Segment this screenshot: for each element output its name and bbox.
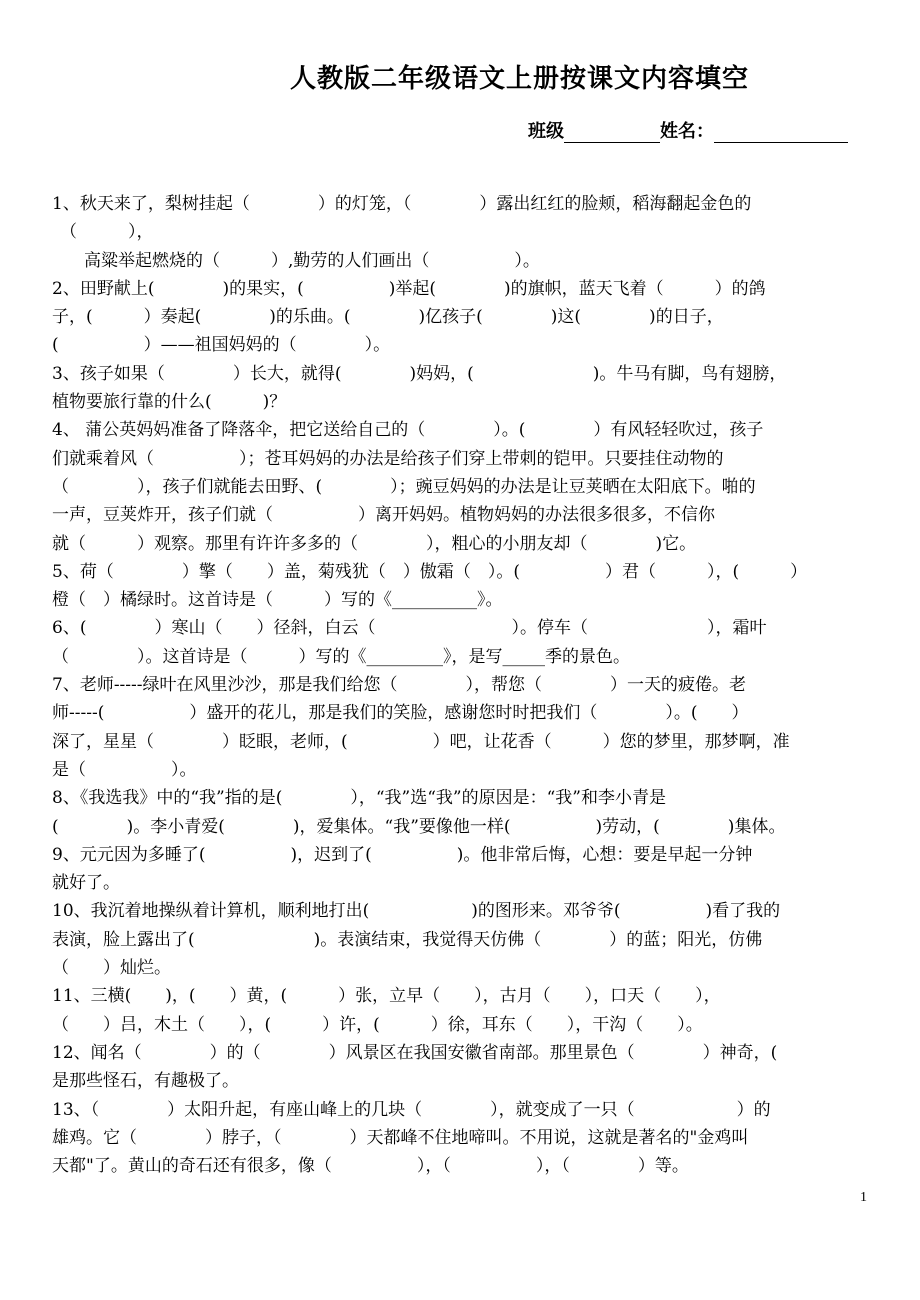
- text-line: 12、闻名（ ）的（ ）风景区在我国安徽省南部。那里景色（ ）神奇，(: [52, 1042, 778, 1063]
- text-line: 橙（ ）橘绿时。这首诗是（ ）写的《__________》。: [52, 590, 503, 611]
- page-title: 人教版二年级语文上册按课文内容填空: [290, 64, 750, 94]
- page-number: 1: [860, 1190, 867, 1205]
- text-line: 是（ ）。: [52, 759, 197, 780]
- text-line: 10、我沉着地操纵着计算机，顺利地打出( )的图形来。邓爷爷( )看了我的: [52, 901, 781, 922]
- text-line: 2、田野献上( )的果实，( )举起( )的旗帜，蓝天飞着（ ）的鸽: [52, 278, 766, 299]
- text-line: 一声，豆荚炸开，孩子们就（ ）离开妈妈。植物妈妈的办法很多很多，不信你: [52, 505, 715, 526]
- text-line: 深了，星星（ ）眨眼，老师，( ）吧，让花香（ ）您的梦里，那梦啊，准: [52, 731, 790, 752]
- text-line: 6、( ）寒山（ ）径斜，白云（ ）。停车（ ），霜叶: [52, 618, 767, 639]
- name-label: 姓名：: [660, 121, 714, 142]
- text-line: （ ），: [60, 222, 154, 243]
- text-line: 天都"了。黄山的奇石还有很多，像（ ），（ ），（ ）等。: [52, 1156, 689, 1177]
- text-line: 7、老师-----绿叶在风里沙沙，那是我们给您（ ），帮您（ ）一天的疲倦。老: [52, 675, 747, 696]
- text-line: 就好了。: [52, 873, 120, 894]
- text-line: （ ）吕，木土（ ），( ）许，( ）徐，耳东（ ），干沟（ ）。: [52, 1014, 703, 1035]
- text-line: 9、元元因为多睡了( )，迟到了( )。他非常后悔，心想：要是早起一分钟: [52, 844, 753, 865]
- text-line: 1、秋天来了，梨树挂起（ ）的灯笼，（ ）露出红红的脸颊，稻海翻起金色的: [52, 194, 752, 214]
- text-line: 5、荷（ ）擎（ ）盖，菊残犹（ ）傲霜（ ）。( ）君（ ），( ）: [52, 561, 808, 582]
- text-line: 高粱举起燃烧的（ ）,勤劳的人们画出（ ）。: [84, 250, 540, 271]
- text-line: 表演，脸上露出了( )。表演结束，我觉得天仿佛（ ）的蓝；阳光，仿佛: [52, 929, 763, 950]
- exercise-body: [52, 190, 874, 1180]
- class-name-line: [528, 117, 848, 143]
- text-line: 植物要旅行靠的什么( )？: [52, 392, 287, 413]
- text-line: 雄鸡。它（ ）脖子，（ ）天都峰不住地啼叫。不用说，这就是著名的"金鸡叫: [52, 1127, 749, 1148]
- text-line: 4、 蒲公英妈妈准备了降落伞，把它送给自己的（ ）。( ）有风轻轻吹过，孩子: [52, 420, 764, 441]
- text-line: （ ）。这首诗是（ ）写的《_________》，是写_____季的景色。: [52, 646, 630, 667]
- text-line: （ ）灿烂。: [52, 958, 171, 979]
- text-line: （ ），孩子们就能去田野、( ）；豌豆妈妈的办法是让豆荚晒在太阳底下。啪的: [52, 476, 756, 497]
- class-blank[interactable]: [564, 124, 660, 143]
- text-line: 3、孩子如果（ ）长大，就得( )妈妈，( )。牛马有脚，鸟有翅膀，: [52, 363, 787, 384]
- text-line: 就（ ）观察。那里有许许多多的（ ），粗心的小朋友却（ )它。: [52, 533, 697, 554]
- text-line: 子，( ）奏起( )的乐曲。( )亿孩子( )这( )的日子，: [52, 307, 724, 328]
- text-line: 8、《我选我》中的“我”指的是( ），“我”选“我”的原因是：“我”和李小青是: [52, 788, 666, 809]
- text-line: 是那些怪石，有趣极了。: [52, 1071, 239, 1092]
- text-line: 11、三横( )，( ）黄，( ）张，立早（ ），古月（ ），口天（ ），: [52, 986, 721, 1007]
- name-blank[interactable]: [714, 124, 848, 143]
- text-line: 师-----( ）盛开的花儿，那是我们的笑脸，感谢您时时把我们（ ）。( ）: [52, 703, 749, 724]
- text-line: 13、（ ）太阳升起，有座山峰上的几块（ ），就变成了一只（ ）的: [52, 1099, 771, 1120]
- text-line: ( ）——祖国妈妈的（ ）。: [52, 335, 391, 356]
- text-line: ( )。李小青爱( )，爱集体。“我”要像他一样( )劳动，( )集体。: [52, 816, 786, 837]
- class-label: 班级: [528, 121, 564, 142]
- text-line: 们就乘着风（ ）；苍耳妈妈的办法是给孩子们穿上带刺的铠甲。只要挂住动物的: [52, 448, 724, 469]
